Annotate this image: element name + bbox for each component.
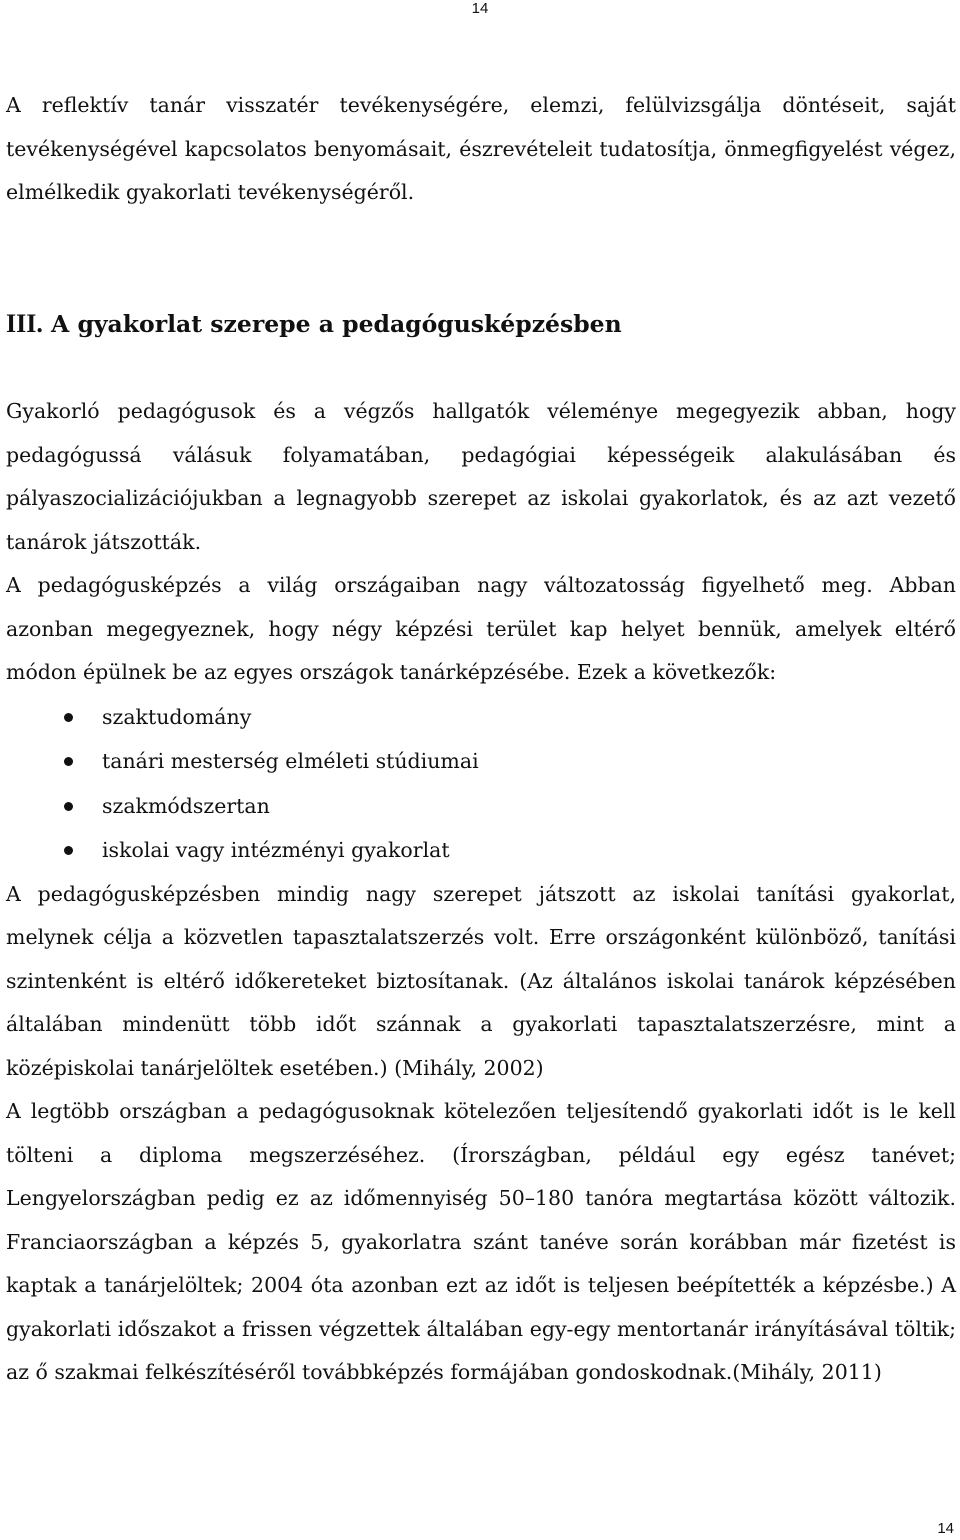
list-item bbox=[6, 739, 956, 784]
training-areas-list bbox=[6, 695, 956, 873]
bullet-icon bbox=[64, 846, 73, 855]
paragraph-teaching-practice: A pedagógusképzésben mindig nagy szerepet játszott az iskolai tanítási gyakorlat, melynek célja a közvetlen tapasztalatszerzés volt. Erre országonként különböző, tanítási szintenként is eltérő időkereteket biztosítanak. (Az általános iskolai tanárok képzésében általában mindenütt több időt szánnak a gyakorlati tapasztalatszerzésre, mint a középiskolai tanárjelöltek esetében.) (Mihály, 2002) bbox=[6, 881, 956, 1080]
page-content bbox=[6, 84, 956, 1395]
page-number-bottom: 14 bbox=[937, 1520, 954, 1537]
bullet-icon bbox=[64, 713, 73, 722]
spacer bbox=[6, 346, 956, 390]
page-number-top: 14 bbox=[471, 0, 489, 17]
bullet-icon bbox=[64, 802, 73, 811]
list-item-text: szaktudomány bbox=[102, 704, 252, 729]
bullet-icon bbox=[64, 757, 73, 766]
list-item-text: iskolai vagy intézményi gyakorlat bbox=[102, 838, 450, 862]
list-item bbox=[6, 828, 956, 873]
section-number: III. bbox=[6, 308, 43, 338]
section-heading bbox=[6, 302, 956, 347]
spacer bbox=[6, 215, 956, 302]
list-item-text: tanári mesterség elméleti stúdiumai bbox=[102, 749, 479, 773]
paragraph-training-areas: A pedagógusképzés a világ országaiban nagy változatosság figyelhető meg. Abban azonban megegyeznek, hogy négy képzési terület kap helyet bennük, amelyek eltérő módon épülnek be az egyes országok tanárképzésébe. Ezek a következők: bbox=[6, 573, 956, 684]
intro-paragraph: A reflektív tanár visszatér tevékenységére, elemzi, felülvizsgálja döntéseit, saját tevékenységével kapcsolatos benyomásait, észrevételeit tudatosítja, önmegfigyelést végez, elmélkedik gyakorlati tevékenységéről. bbox=[6, 93, 956, 204]
section-title: A gyakorlat szerepe a pedagógusképzésben bbox=[51, 309, 622, 338]
list-item bbox=[6, 784, 956, 829]
paragraph-country-practice: A legtöbb országban a pedagógusoknak kötelezően teljesítendő gyakorlati időt is le kell tölteni a diploma megszerzéséhez. (Írországban, például egy egész tanévet; Lengyelországban pedig ez az időmennyiség 50–180 tanóra megtartása között változik. Franciaországban a képzés 5, gyakorlatra szánt tanéve során korábban már fizetést is kaptak a tanárjelöltek; 2004 óta azonban ezt az időt is teljesen beépítették a képzésbe.) A gyakorlati időszakot a frissen végzettek általában egy-egy mentortanár irányításával töltik; az ő szakmai felkészítéséről továbbképzés formájában gondoskodnak.(Mihály, 2011) bbox=[6, 1099, 956, 1384]
list-item bbox=[6, 695, 956, 740]
paragraph-practice-opinions: Gyakorló pedagógusok és a végzős hallgatók véleménye megegyezik abban, hogy pedagógussá válásuk folyamatában, pedagógiai képességeik alakulásában és pályaszocializációjukban a legnagyobb szerepet az iskolai gyakorlatok, és az azt vezető tanárok játszották. bbox=[6, 399, 956, 554]
list-item-text: szakmódszertan bbox=[102, 793, 270, 818]
